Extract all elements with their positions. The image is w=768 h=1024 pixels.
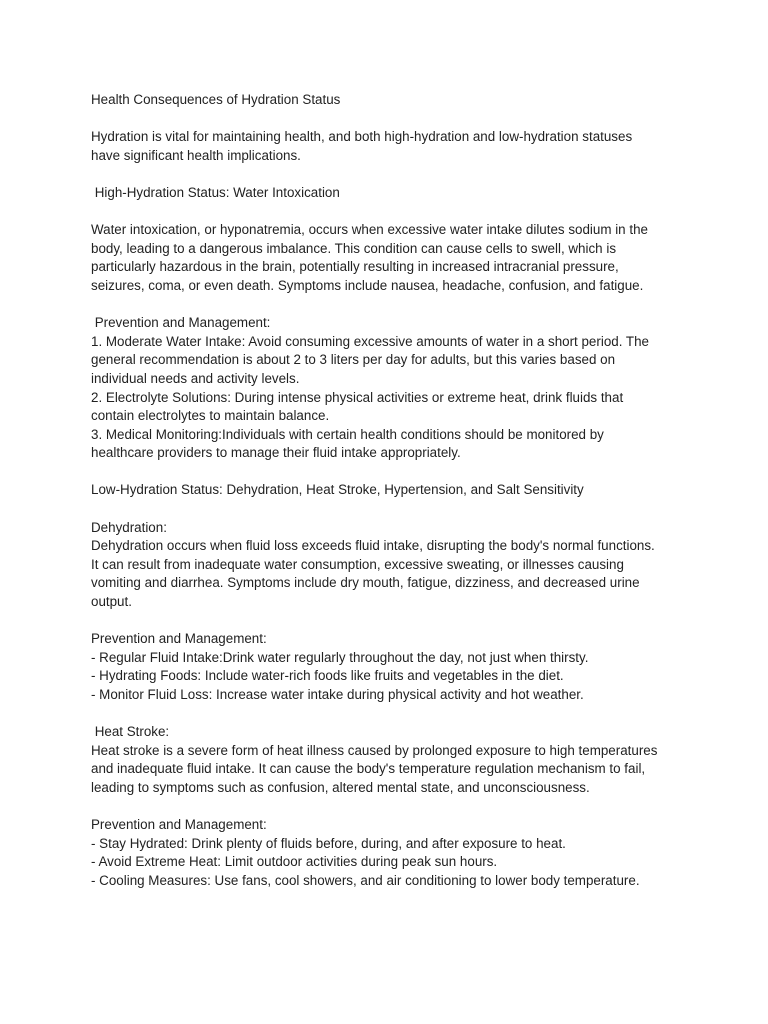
list-item: general recommendation is about 2 to 3 liters per day for adults, but this varies based on [91, 352, 616, 368]
list-item: individual needs and activity levels. [91, 370, 300, 386]
paragraph-line: vomiting and diarrhea. Symptoms include dry mouth, fatigue, dizziness, and decreased urine [91, 575, 640, 591]
spacer [91, 463, 681, 482]
list-item: healthcare providers to manage their fluid intake appropriately. [91, 445, 461, 461]
list-item: 3. Medical Monitoring:Individuals with certain health conditions should be monitored by [91, 426, 604, 442]
dehydration-heading: Dehydration: [91, 519, 167, 535]
prevention-heading: Prevention and Management: [91, 817, 267, 833]
spacer [91, 612, 681, 631]
prevention-heading: Prevention and Management: [91, 631, 267, 647]
prevention-list [91, 649, 681, 705]
prevention-list [91, 333, 681, 463]
document-page [91, 91, 681, 891]
list-item: - Avoid Extreme Heat: Limit outdoor activities during peak sun hours. [91, 854, 498, 870]
spacer [91, 705, 681, 724]
list-item: - Regular Fluid Intake:Drink water regularly throughout the day, not just when thirsty. [91, 649, 589, 665]
spacer [91, 110, 681, 129]
list-item: - Cooling Measures: Use fans, cool showers, and air conditioning to lower body temperature. [91, 872, 640, 888]
intro-line: have significant health implications. [91, 147, 301, 163]
heat-stroke-paragraph [91, 742, 681, 798]
intro-paragraph [91, 128, 681, 165]
heat-stroke-heading: Heat Stroke: [91, 724, 170, 740]
high-hydration-heading: High-Hydration Status: Water Intoxication [91, 184, 340, 200]
list-item: 1. Moderate Water Intake: Avoid consuming excessive amounts of water in a short period. The [91, 333, 649, 349]
low-hydration-heading: Low-Hydration Status: Dehydration, Heat Stroke, Hypertension, and Salt Sensitivity [91, 482, 584, 498]
spacer [91, 296, 681, 315]
paragraph-line: Dehydration occurs when fluid loss exceeds fluid intake, disrupting the body's normal functions. [91, 538, 655, 554]
spacer [91, 500, 681, 519]
water-intoxication-paragraph [91, 221, 681, 295]
prevention-heading: Prevention and Management: [91, 315, 271, 331]
document-title: Health Consequences of Hydration Status [91, 92, 341, 107]
spacer [91, 203, 681, 222]
paragraph-line: Heat stroke is a severe form of heat illness caused by prolonged exposure to high temperatures [91, 742, 658, 758]
prevention-list [91, 835, 681, 891]
paragraph-line: and inadequate fluid intake. It can cause the body's temperature regulation mechanism to fail, [91, 761, 646, 777]
paragraph-line: particularly hazardous in the brain, potentially resulting in increased intracranial pressure, [91, 259, 619, 275]
paragraph-line: Water intoxication, or hyponatremia, occurs when excessive water intake dilutes sodium in the [91, 222, 648, 238]
paragraph-line: It can result from inadequate water consumption, excessive sweating, or illnesses causing [91, 556, 624, 572]
list-item: - Stay Hydrated: Drink plenty of fluids before, during, and after exposure to heat. [91, 835, 566, 851]
spacer [91, 165, 681, 184]
paragraph-line: body, leading to a dangerous imbalance. This condition can cause cells to swell, which is [91, 240, 617, 256]
list-item: 2. Electrolyte Solutions: During intense physical activities or extreme heat, drink fluids that [91, 389, 624, 405]
intro-line: Hydration is vital for maintaining health, and both high-hydration and low-hydration statuses [91, 129, 633, 145]
list-item: - Hydrating Foods: Include water-rich foods like fruits and vegetables in the diet. [91, 668, 564, 684]
list-item: - Monitor Fluid Loss: Increase water intake during physical activity and hot weather. [91, 687, 584, 702]
spacer [91, 798, 681, 817]
dehydration-paragraph [91, 537, 681, 611]
paragraph-line: leading to symptoms such as confusion, altered mental state, and unconsciousness. [91, 779, 590, 795]
paragraph-line: output. [91, 594, 132, 610]
paragraph-line: seizures, coma, or even death. Symptoms include nausea, headache, confusion, and fatigue. [91, 277, 644, 293]
list-item: contain electrolytes to maintain balance. [91, 408, 330, 424]
